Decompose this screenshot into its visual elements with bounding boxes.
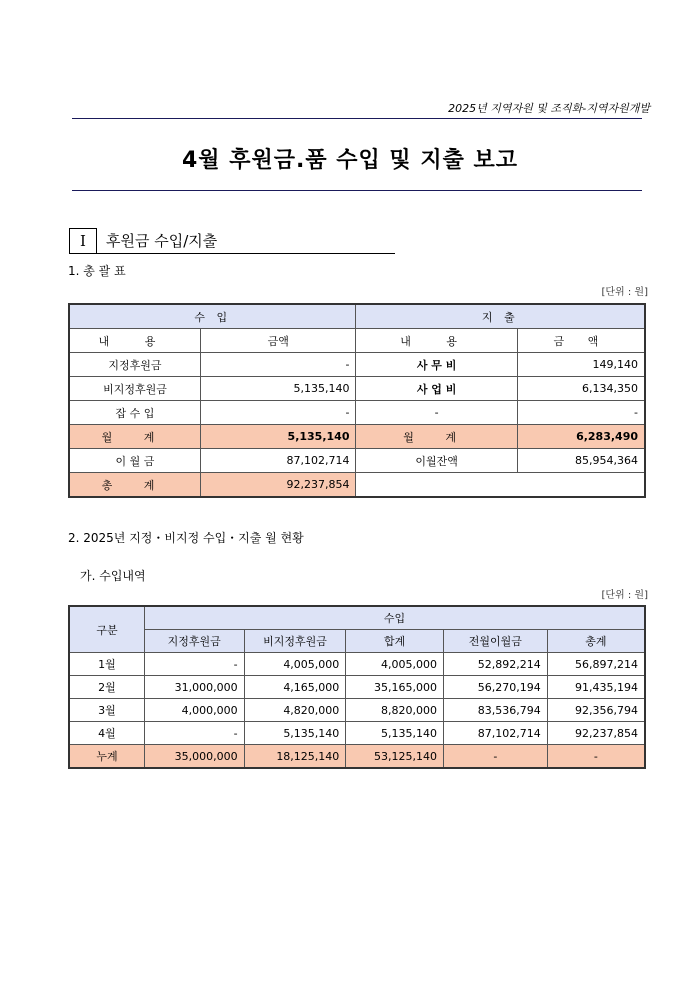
- table-row: [69, 676, 645, 699]
- table-row: [69, 722, 645, 745]
- carry-income-amount: 87,102,714: [200, 449, 356, 473]
- monthly-subheading: 가. 수입내역: [80, 569, 146, 583]
- cell: 87,102,714: [444, 722, 548, 745]
- carry-row: [69, 449, 645, 473]
- month-total-expense-label: 월 계: [356, 425, 517, 449]
- header-note: 2025년 지역자원 및 조직화-지역자원개발: [448, 102, 650, 115]
- carry-income-label: 이 월 금: [69, 449, 200, 473]
- income-label: 지정후원금: [69, 353, 200, 377]
- expense-label: 사 업 비: [356, 377, 517, 401]
- expense-label: -: [356, 401, 517, 425]
- month-total-row: [69, 425, 645, 449]
- cell: -: [547, 745, 645, 769]
- cell: -: [444, 745, 548, 769]
- cell: 83,536,794: [444, 699, 548, 722]
- month-total-expense-amount: 6,283,490: [517, 425, 645, 449]
- expense-label: 사 무 비: [356, 353, 517, 377]
- section-title: 후원금 수입/지출: [106, 232, 218, 250]
- income-header: 수 입: [69, 304, 356, 329]
- cell: 92,356,794: [547, 699, 645, 722]
- grand-total-empty: [356, 473, 645, 498]
- table-row: [69, 377, 645, 401]
- cell: 5,135,140: [346, 722, 444, 745]
- col-header: 합계: [346, 630, 444, 653]
- income-amount: 5,135,140: [200, 377, 356, 401]
- cell: 8,820,000: [346, 699, 444, 722]
- month-label: 4월: [69, 722, 144, 745]
- col-header: 총계: [547, 630, 645, 653]
- income-amount: -: [200, 353, 356, 377]
- month-total-income-label: 월 계: [69, 425, 200, 449]
- title-bottom-rule: [72, 190, 642, 191]
- col-header: 전월이월금: [444, 630, 548, 653]
- cell: 52,892,214: [444, 653, 548, 676]
- cell: 4,005,000: [244, 653, 346, 676]
- cell: 53,125,140: [346, 745, 444, 769]
- cell: -: [144, 653, 244, 676]
- month-label: 1월: [69, 653, 144, 676]
- monthly-unit: [단위 : 원]: [601, 590, 648, 601]
- page-title: 4월 후원금.품 수입 및 지출 보고: [182, 148, 518, 173]
- carry-expense-amount: 85,954,364: [517, 449, 645, 473]
- summary-heading: 1. 총 괄 표: [68, 264, 126, 278]
- section-number: I: [69, 228, 97, 254]
- col-content-expense: 내 용: [356, 329, 517, 353]
- table-row: [69, 653, 645, 676]
- cell: -: [144, 722, 244, 745]
- cell: 5,135,140: [244, 722, 346, 745]
- cell: 4,820,000: [244, 699, 346, 722]
- col-header: 지정후원금: [144, 630, 244, 653]
- summary-unit: [단위 : 원]: [601, 287, 648, 298]
- expense-amount: -: [517, 401, 645, 425]
- table-row: [69, 401, 645, 425]
- col-content-income: 내 용: [69, 329, 200, 353]
- grand-total-amount: 92,237,854: [200, 473, 356, 498]
- cell: 92,237,854: [547, 722, 645, 745]
- income-amount: -: [200, 401, 356, 425]
- col-amount-expense: 금 액: [517, 329, 645, 353]
- grand-total-row: [69, 473, 645, 498]
- cell: 4,000,000: [144, 699, 244, 722]
- income-label: 비지정후원금: [69, 377, 200, 401]
- monthly-heading: 2. 2025년 지정・비지정 수입・지출 월 현황: [68, 531, 304, 545]
- grand-total-label: 총 계: [69, 473, 200, 498]
- monthly-table: [68, 605, 646, 769]
- expense-amount: 149,140: [517, 353, 645, 377]
- income-label: 잡 수 입: [69, 401, 200, 425]
- cell: 31,000,000: [144, 676, 244, 699]
- carry-expense-label: 이월잔액: [356, 449, 517, 473]
- month-label: 3월: [69, 699, 144, 722]
- expense-amount: 6,134,350: [517, 377, 645, 401]
- cell: 18,125,140: [244, 745, 346, 769]
- section-underline: [69, 253, 395, 254]
- table-row: [69, 353, 645, 377]
- cell: 4,165,000: [244, 676, 346, 699]
- group-label: 구분: [69, 606, 144, 653]
- cell: 35,165,000: [346, 676, 444, 699]
- expense-header: 지 출: [356, 304, 645, 329]
- income-group-label: 수입: [144, 606, 645, 630]
- month-label: 2월: [69, 676, 144, 699]
- month-label: 누계: [69, 745, 144, 769]
- cell: 4,005,000: [346, 653, 444, 676]
- title-top-rule: [72, 118, 642, 119]
- cell: 35,000,000: [144, 745, 244, 769]
- cumulative-row: [69, 745, 645, 769]
- summary-table: [68, 303, 646, 498]
- col-amount-income: 금액: [200, 329, 356, 353]
- cell: 56,897,214: [547, 653, 645, 676]
- table-row: [69, 699, 645, 722]
- col-header: 비지정후원금: [244, 630, 346, 653]
- cell: 56,270,194: [444, 676, 548, 699]
- month-total-income-amount: 5,135,140: [200, 425, 356, 449]
- cell: 91,435,194: [547, 676, 645, 699]
